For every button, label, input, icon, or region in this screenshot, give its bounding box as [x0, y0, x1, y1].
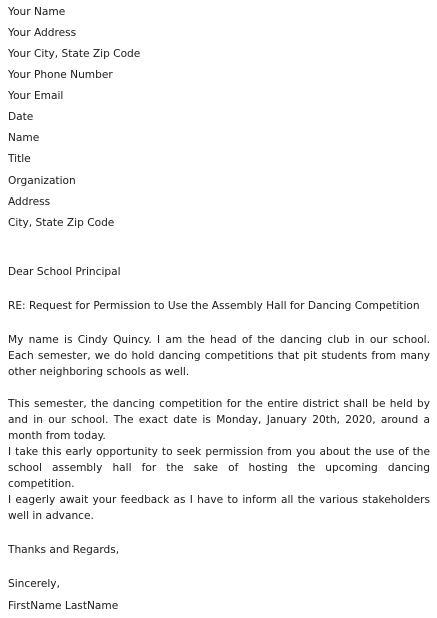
- recipient-title: Title: [8, 153, 31, 165]
- letter-date: Date: [8, 111, 34, 123]
- body-paragraph-1: My name is Cindy Quincy. I am the head of the dancing club in our school. Each semester, we do hold dancing competitions that pit students from many other neighboring schools as well.: [8, 334, 430, 378]
- body-paragraph-3: I take this early opportunity to seek permission from you about the use of the school assembly hall for the sake of hosting the upcoming dancing competition.: [8, 446, 430, 490]
- sender-phone: Your Phone Number: [8, 69, 113, 81]
- thanks-line: Thanks and Regards,: [8, 544, 120, 556]
- recipient-city-state-zip: City, State Zip Code: [8, 217, 115, 229]
- body-paragraph-2: This semester, the dancing competition for the entire district shall be held by and in our school. The exact date is Monday, January 20th, 2020, around a month from today.: [8, 398, 430, 442]
- sender-address: Your Address: [8, 27, 77, 39]
- subject-line: RE: Request for Permission to Use the Assembly Hall for Dancing Competition: [8, 300, 420, 312]
- recipient-address: Address: [8, 196, 51, 208]
- body-paragraph-4: I eagerly await your feedback as I have to inform all the various stakeholders well in advance.: [8, 494, 430, 522]
- sender-email: Your Email: [8, 90, 64, 102]
- salutation: Dear School Principal: [8, 266, 121, 278]
- recipient-name: Name: [8, 132, 40, 144]
- closing-line: Sincerely,: [8, 578, 60, 590]
- sender-name: Your Name: [8, 6, 66, 18]
- recipient-organization: Organization: [8, 175, 76, 187]
- signature-name: FirstName LastName: [8, 600, 119, 612]
- sender-city-state-zip: Your City, State Zip Code: [8, 48, 141, 60]
